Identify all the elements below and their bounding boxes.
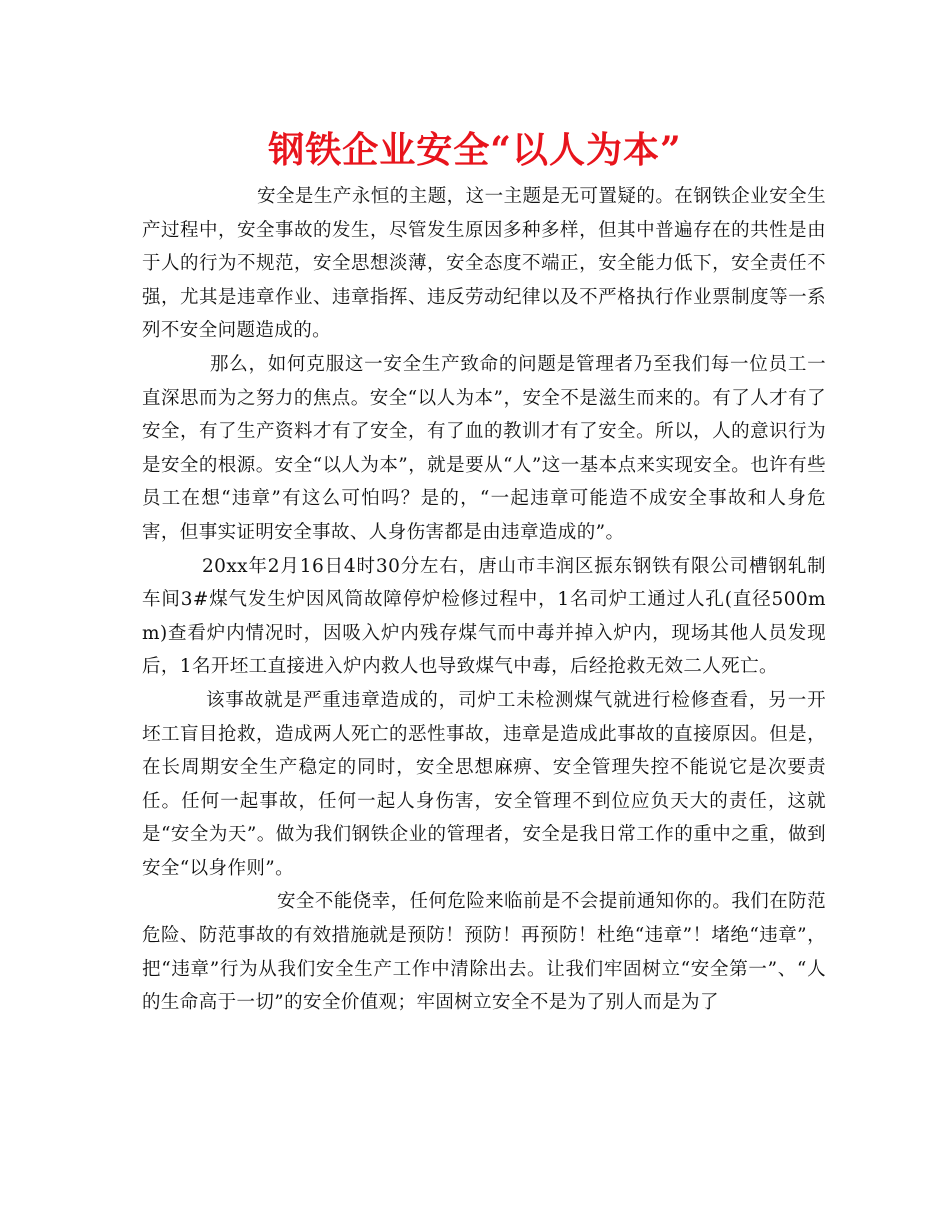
paragraph-1: 安全是生产永恒的主题，这一主题是无可置疑的。在钢铁企业安全生产过程中，安全事故的发生，尽管发生原因多种多样，但其中普遍存在的共性是由于人的行为不规范，安全思想淡薄，安全态度不端正，安全能力低下，安全责任不强，尤其是违章作业、违章指挥、违反劳动纪律以及不严格执行作业票制度等一系列不安全问题造成的。 (142, 186, 826, 342)
document-title: 钢铁企业安全“以人为本” (268, 129, 682, 171)
paragraph-2: 那么，如何克服这一安全生产致命的问题是管理者乃至我们每一位员工一直深思而为之努力的焦点。安全“以人为本”，安全不是滋生而来的。有了人才有了安全，有了生产资料才有了安全，有了血的教训才有了安全。所以，人的意识行为是安全的根源。安全“以人为本”，就是要从“人”这一基本点来实现安全。也许有些员工在想“违章”有这么可怕吗？是的，“一起违章可能造不成安全事故和人身危害，但事实证明安全事故、人身伤害都是由违章造成的”。 (142, 353, 826, 543)
document-body (142, 180, 826, 1020)
paragraph-4: 该事故就是严重违章造成的，司炉工未检测煤气就进行检修查看，另一开坯工盲目抢救，造成两人死亡的恶性事故，违章是造成此事故的直接原因。但是，在长周期安全生产稳定的同时，安全思想麻痹、安全管理失控不能说它是次要责任。任何一起事故，任何一起人身伤害，安全管理不到位应负天大的责任，这就是“安全为天”。做为我们钢铁企业的管理者，安全是我日常工作的重中之重，做到安全“以身作则”。 (142, 689, 826, 879)
paragraph-5: 安全不能侥幸，任何危险来临前是不会提前通知你的。我们在防范危险、防范事故的有效措施就是预防！预防！再预防！杜绝“违章”！堵绝“违章”，把“违章”行为从我们安全生产工作中清除出去。让我们牢固树立“安全第一”、“人的生命高于一切”的安全价值观；牢固树立安全不是为了别人而是为了 (142, 891, 826, 1014)
paragraph-3: 20xx年2月16日4时30分左右，唐山市丰润区振东钢铁有限公司槽钢轧制车间3#煤气发生炉因风筒故障停炉检修过程中，1名司炉工通过人孔(直径500mm)查看炉内情况时，因吸入炉内残存煤气而中毒并掉入炉内，现场其他人员发现后，1名开坯工直接进入炉内救人也导致煤气中毒，后经抢救无效二人死亡。 (142, 555, 826, 678)
